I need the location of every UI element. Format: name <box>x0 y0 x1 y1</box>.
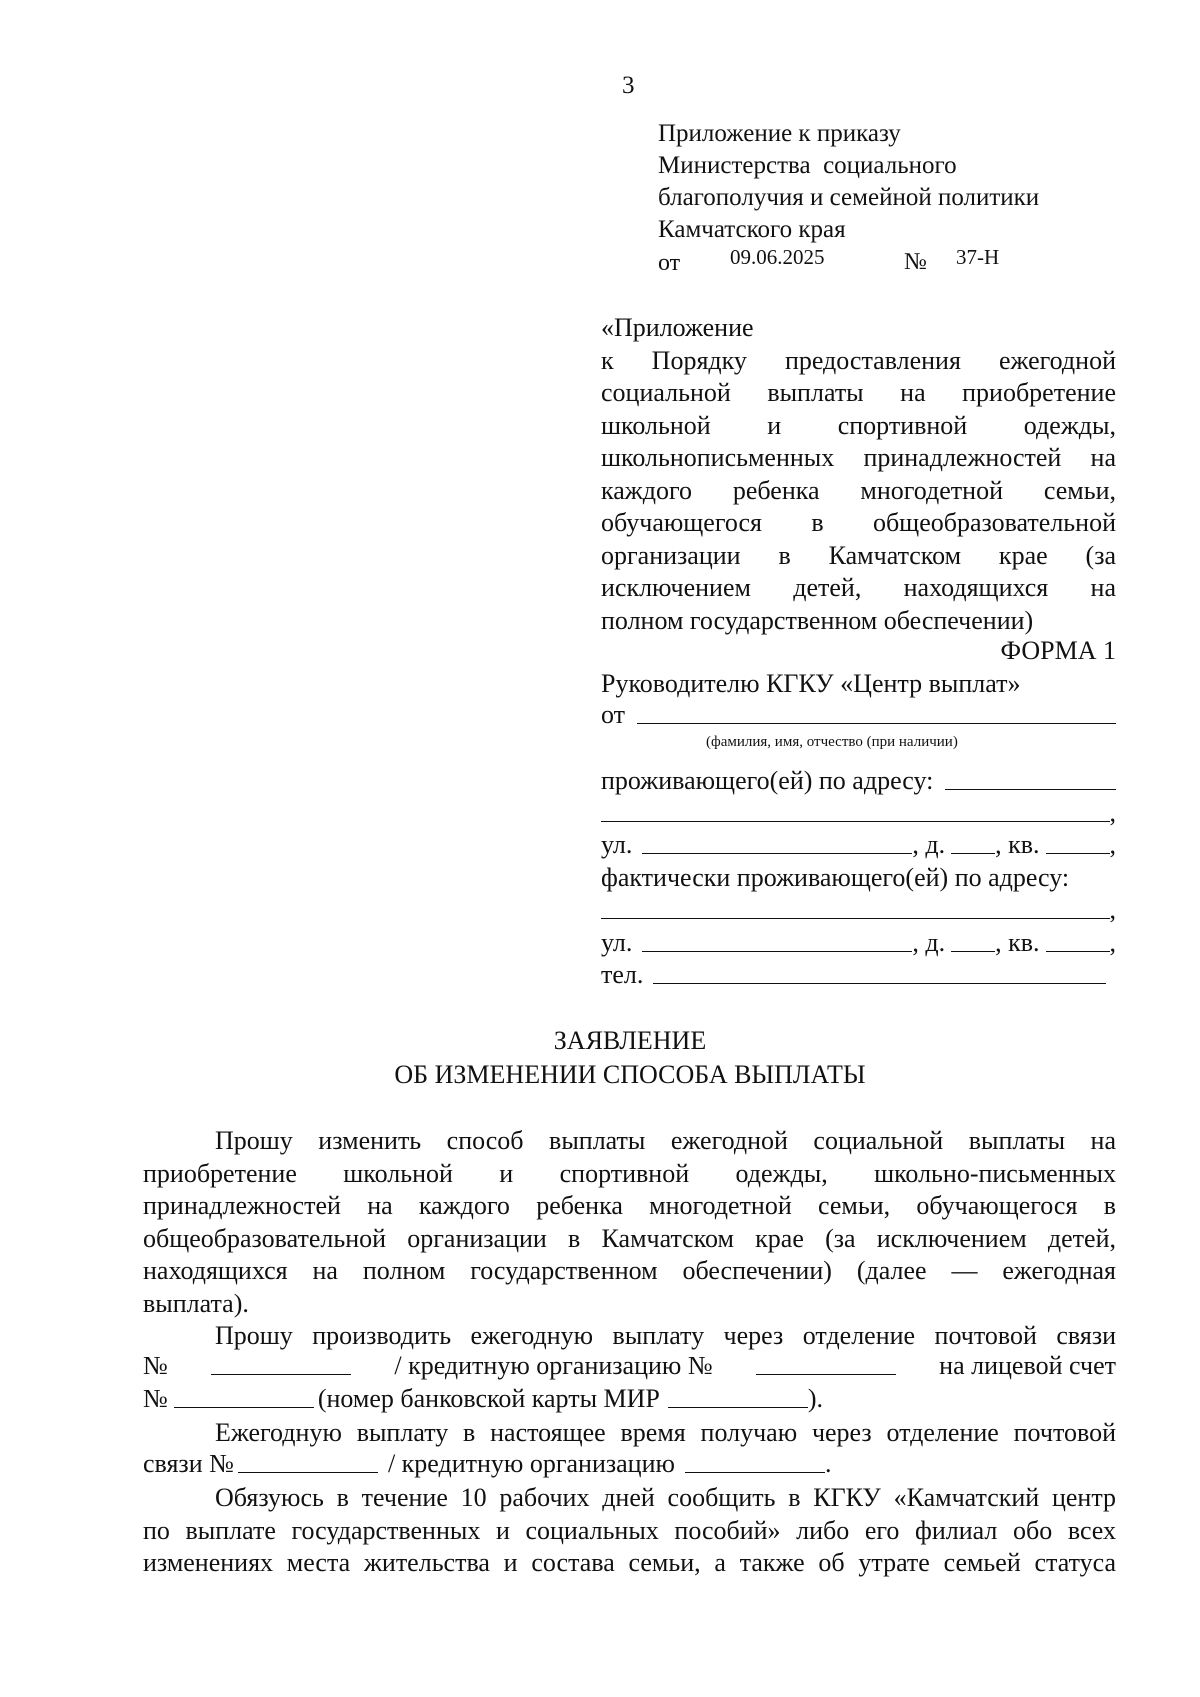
actual-street-row <box>601 926 1116 958</box>
paragraph-line: принадлежностей на каждого ребенка многодетной семьи, обучающегося в <box>143 1191 1116 1220</box>
house-label: , д. <box>912 830 946 859</box>
appendix-header-line: благополучия и семейной политики <box>658 184 1040 211</box>
card-label-end: ). <box>807 1384 824 1413</box>
residence-row-2 <box>601 796 1116 828</box>
current-credit-org-label: / кредитную организацию <box>387 1449 675 1478</box>
number-sign: № <box>143 1351 168 1380</box>
actual-residence-label: фактически проживающего(ей) по адресу: <box>601 863 1070 892</box>
current-post-office-field[interactable] <box>238 1472 378 1473</box>
annex-line: школьной и спортивной одежды, <box>601 410 1116 440</box>
house-label: , д. <box>912 928 946 957</box>
from-field-hint: (фамилия, имя, отчество (при наличии) <box>706 734 958 750</box>
annex-line: исключением детей, находящихся на <box>601 573 1116 602</box>
residence-apartment-field[interactable] <box>1046 853 1110 854</box>
comma: , <box>1109 830 1116 859</box>
account-label: на лицевой счет <box>939 1351 1116 1380</box>
from-row <box>601 698 1116 730</box>
annex-line: организации в Камчатском крае (за <box>601 540 1116 570</box>
appendix-header-line: Приложение к приказу <box>658 120 901 147</box>
order-date-value: 09.06.2025 <box>730 245 825 269</box>
post-office-number-field[interactable] <box>211 1374 351 1375</box>
annex-line: школьнописьменных принадлежностей на <box>601 443 1116 472</box>
card-row <box>143 1382 1116 1414</box>
annex-line: социальной выплаты на приобретение <box>601 378 1116 407</box>
appendix-header-line: Камчатского края <box>658 216 846 243</box>
paragraph-line: приобретение школьной и спортивной одежды, школьно-письменных <box>143 1158 1116 1188</box>
payment-method-row <box>143 1349 1116 1381</box>
phone-row <box>601 958 1116 990</box>
document-subtitle: ОБ ИЗМЕНЕНИИ СПОСОБА ВЫПЛАТЫ <box>394 1060 866 1089</box>
paragraph-line: Прошу производить ежегодную выплату через отделение почтовой связи <box>215 1321 1116 1350</box>
actual-street-field[interactable] <box>642 951 912 952</box>
residence-street-row <box>601 828 1116 860</box>
page-number: 3 <box>622 72 635 99</box>
apartment-label: , кв. <box>995 928 1040 957</box>
phone-field[interactable] <box>653 983 1106 984</box>
credit-org-label: / кредитную организацию № <box>394 1351 713 1380</box>
form-label: ФОРМА 1 <box>1000 636 1116 665</box>
paragraph-1 <box>143 1125 1116 1320</box>
actual-apartment-field[interactable] <box>1046 951 1110 952</box>
mir-card-number-field[interactable] <box>668 1407 808 1408</box>
document-title: ЗАЯВЛЕНИЕ <box>553 1026 707 1055</box>
account-number-field[interactable] <box>174 1407 314 1408</box>
paragraph-line: Ежегодную выплату в настоящее время получаю через отделение почтовой <box>215 1418 1116 1447</box>
order-date-label: от <box>658 250 681 276</box>
residence-house-field[interactable] <box>951 853 995 854</box>
from-label: от <box>601 700 626 729</box>
residence-street-field[interactable] <box>642 853 912 854</box>
paragraph-4 <box>143 1482 1116 1580</box>
residence-address-field[interactable] <box>945 789 1116 790</box>
actual-address-field[interactable] <box>601 918 1110 919</box>
annex-line: «Приложение <box>601 313 754 342</box>
paragraph-line: выплата). <box>143 1288 249 1318</box>
paragraph-line: Обязуюсь в течение 10 рабочих дней сообщить в КГКУ «Камчатский центр <box>215 1483 1116 1512</box>
paragraph-line: Прошу изменить способ выплаты ежегодной социальной выплаты на <box>215 1126 1116 1155</box>
actual-residence-row <box>601 893 1116 925</box>
credit-org-number-field[interactable] <box>756 1374 896 1375</box>
comma: , <box>1109 798 1116 827</box>
current-post-label: связи № <box>143 1449 234 1478</box>
street-label: ул. <box>601 928 633 957</box>
order-number-label: № <box>904 249 927 275</box>
number-sign: № <box>143 1384 168 1413</box>
card-label: (номер банковской карты МИР <box>317 1384 660 1413</box>
annex-line: полном государственном обеспечении) <box>601 605 1034 635</box>
paragraph-line: общеобразовательной организации в Камчатском крае (за исключением детей, <box>143 1223 1116 1253</box>
residing-label: проживающего(ей) по адресу: <box>601 766 934 795</box>
actual-house-field[interactable] <box>951 951 995 952</box>
annex-line: каждого ребенка многодетной семьи, <box>601 475 1116 505</box>
phone-label: тел. <box>601 960 644 989</box>
annex-block <box>601 312 1116 637</box>
residence-row <box>601 764 1116 796</box>
period: . <box>824 1449 832 1478</box>
apartment-label: , кв. <box>995 830 1040 859</box>
paragraph-line: находящихся на полном государственном обеспечении) (далее — ежегодная <box>143 1256 1116 1285</box>
comma: , <box>1109 895 1116 924</box>
current-payment-row <box>143 1447 1116 1479</box>
from-name-field[interactable] <box>637 723 1116 724</box>
order-number-value: 37-Н <box>956 245 1000 269</box>
current-credit-org-field[interactable] <box>685 1472 825 1473</box>
street-label: ул. <box>601 830 633 859</box>
annex-line: обучающегося в общеобразовательной <box>601 508 1116 537</box>
paragraph-2 <box>143 1320 1116 1353</box>
residence-address-field-2[interactable] <box>601 821 1110 822</box>
paragraph-3 <box>143 1417 1116 1450</box>
paragraph-line: изменениях места жительства и состава семьи, а также об утрате семьей статуса <box>143 1548 1116 1577</box>
paragraph-line: по выплате государственных и социальных пособий» либо его филиал обо всех <box>143 1515 1116 1545</box>
addressee-to: Руководителю КГКУ «Центр выплат» <box>601 669 1021 698</box>
appendix-header-line: Министерства социального <box>658 152 957 179</box>
comma: , <box>1109 928 1116 957</box>
annex-line: к Порядку предоставления ежегодной <box>601 345 1116 375</box>
